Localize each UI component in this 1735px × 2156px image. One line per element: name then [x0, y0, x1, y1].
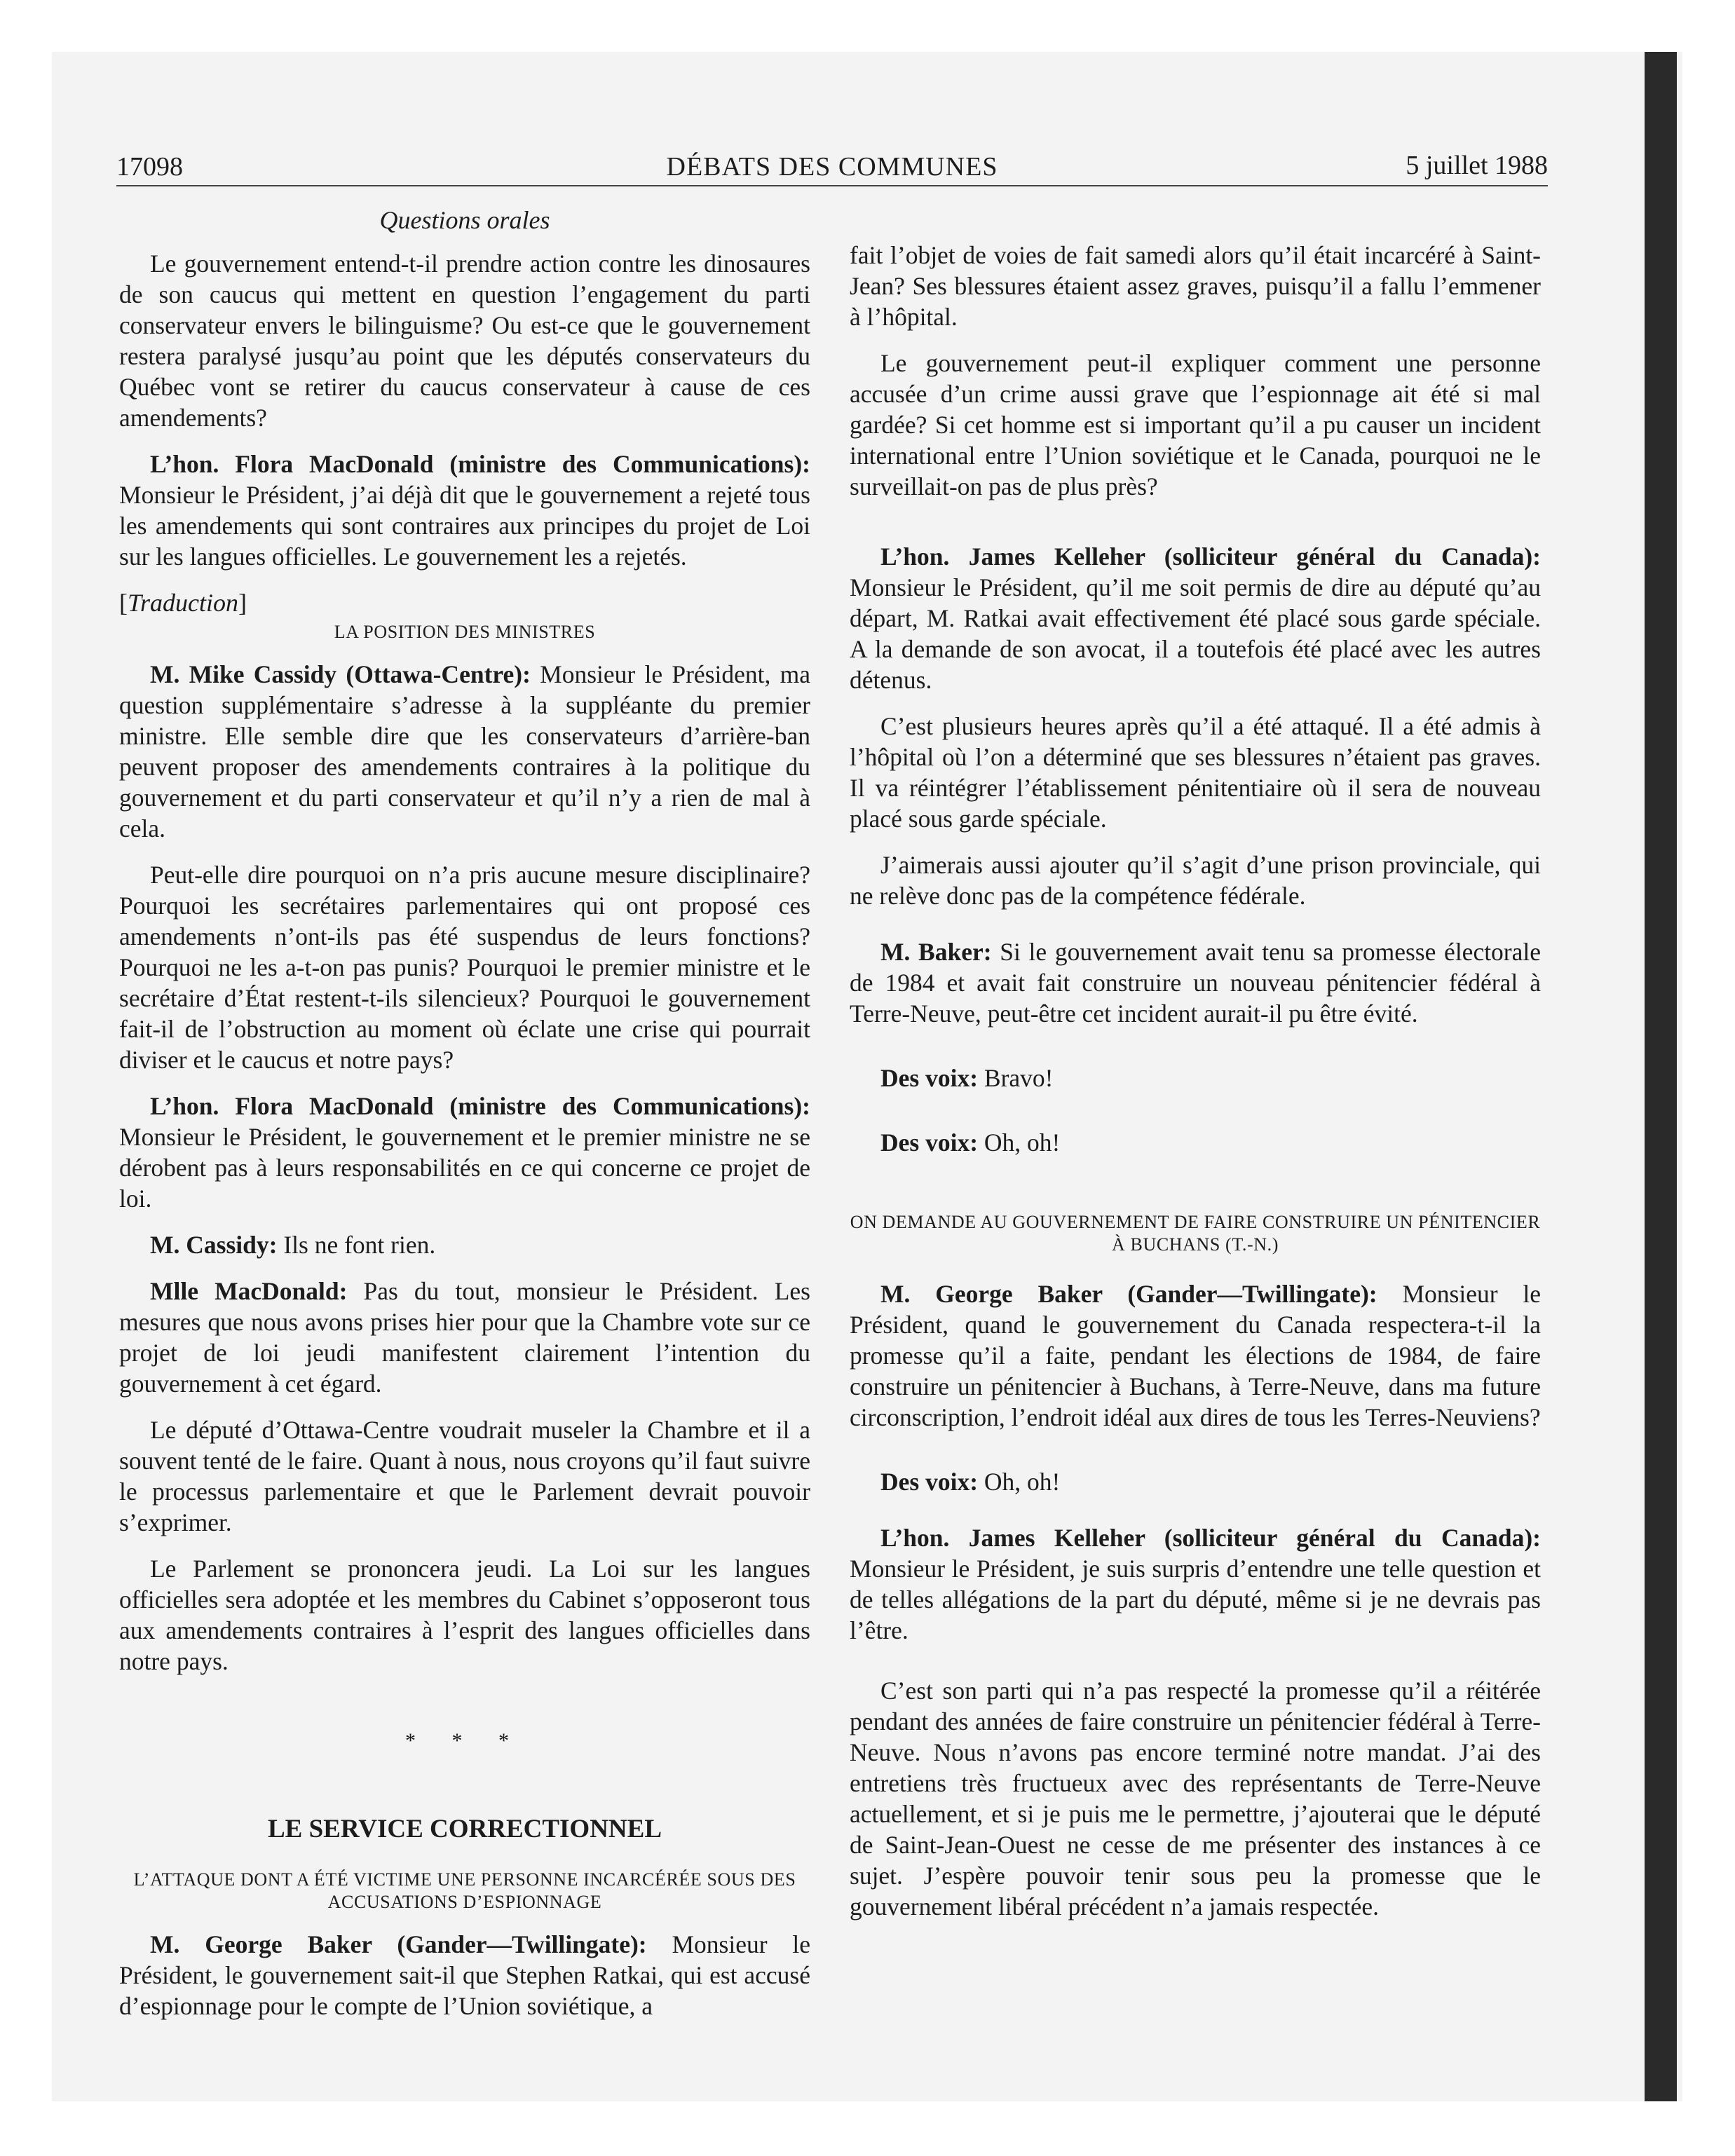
speaker: M. Cassidy:: [150, 1231, 278, 1259]
speech: Pas du tout, monsieur le Président. Les mesures que nous avons prises hier pour que la Chambre vote sur ce projet de loi jeudi manifestent clairement l’intention du gouvernement à cet égard.: [119, 1277, 810, 1398]
paragraph: [850, 541, 1541, 695]
paragraph: [850, 1278, 1541, 1433]
speaker: M. George Baker (Gander—Twillingate):: [150, 1930, 647, 1958]
page-number: 17098: [116, 152, 183, 182]
paragraph: fait l’objet de voies de fait samedi alors qu’il était incarcéré à Saint-Jean? Ses blessures étaient assez graves, puisqu’il a fallu l’emmener à l’hôpital.: [850, 241, 1541, 331]
speaker: Des voix:: [880, 1468, 979, 1496]
speaker: L’hon. Flora MacDonald (ministre des Communications):: [150, 450, 810, 478]
section-separator: * * *: [405, 1729, 524, 1752]
speech: Oh, oh!: [978, 1128, 1061, 1157]
paragraph: [119, 1929, 810, 2021]
paragraph: Le gouvernement entend-t-il prendre action contre les dinosaures de son caucus qui mettent en question l’engagement du parti conservateur envers le bilinguisme? Ou est-ce que le gouvernement restera paralysé jusqu’au point que les députés conservateurs du Québec vont se retirer du caucus conservateur à cause de ces amendements?: [119, 250, 810, 432]
paragraph: J’aimerais aussi ajouter qu’il s’agit d’une prison provinciale, qui ne relève donc pas de la compétence fédérale.: [850, 851, 1541, 910]
paragraph: [850, 1127, 1541, 1158]
subheading: LA POSITION DES MINISTRES: [334, 622, 596, 642]
paragraph: Le gouvernement peut-il expliquer comment une personne accusée d’un crime aussi grave que l’espionnage ait été si mal gardée? Si cet homme est si important qu’il a pu causer un incident international entre l’Union soviétique et le Canada, pourquoi ne le surveillait-on pas de plus près?: [850, 349, 1541, 500]
left-column: [119, 205, 810, 2037]
paragraph: C’est plusieurs heures après qu’il a été attaqué. Il a été admis à l’hôpital où l’on a déterminé que ses blessures n’étaient pas graves. Il va réintégrer l’établissement pénitentiaire où il sera de nouveau placé sous garde spéciale.: [850, 712, 1541, 833]
scan-edge-bar: [1645, 52, 1677, 2101]
paragraph: [850, 1063, 1541, 1093]
speech: Monsieur le Président, quand le gouvernement du Canada respectera-t-il la promesse qu’il a faite, pendant les élections de 1984, de faire construire un pénitencier à Buchans, à Terre-Neuve, dans ma future circonscription, l’endroit idéal aux dires de tous les Terres-Neuviens?: [850, 1280, 1541, 1431]
paragraph: Le Parlement se prononcera jeudi. La Loi sur les langues officielles sera adoptée et les membres du Cabinet s’opposeront tous aux amendements contraires à l’esprit des langues officielles dans notre pays.: [119, 1555, 810, 1675]
speech: Monsieur le Président, ma question supplémentaire s’adresse à la suppléante du premier ministre. Elle semble dire que les conservateurs d’arrière-ban peuvent proposer des amendements contraires à la politique du gouvernement et du parti conservateur et qu’il n’y a rien de mal à cela.: [119, 660, 810, 842]
page-header: [116, 146, 1548, 186]
speaker: L’hon. James Kelleher (solliciteur général du Canada):: [880, 1524, 1541, 1552]
paragraph: [850, 1466, 1541, 1497]
speech: Monsieur le Président, je suis surpris d’entendre une telle question et de telles allégations de la part du député, même si je ne devrais pas l’être.: [850, 1555, 1541, 1644]
speech: Monsieur le Président, le gouvernement sait-il que Stephen Ratkai, qui est accusé d’espionnage pour le compte de l’Union soviétique, a: [119, 1930, 810, 2020]
speech: Monsieur le Président, qu’il me soit permis de dire au député qu’au départ, M. Ratkai avait effectivement été placé sous garde spéciale. A la demande de son avocat, il a toutefois été placé avec les autres détenus.: [850, 573, 1541, 694]
speaker: Mlle MacDonald:: [150, 1277, 348, 1305]
speaker: M. Mike Cassidy (Ottawa-Centre):: [150, 660, 531, 688]
page-date: 5 juillet 1988: [1406, 151, 1548, 180]
running-head: Questions orales: [379, 206, 550, 234]
paragraph: [119, 449, 810, 572]
paragraph: [850, 1522, 1541, 1646]
publication-title: DÉBATS DES COMMUNES: [666, 152, 998, 182]
speaker: M. Baker:: [880, 938, 992, 966]
speaker: L’hon. Flora MacDonald (ministre des Communications):: [150, 1092, 810, 1120]
translation-note: [Traduction]: [119, 589, 247, 617]
subheading: ON DEMANDE AU GOUVERNEMENT DE FAIRE CONSTRUIRE UN PÉNITENCIER À BUCHANS (T.-N.): [850, 1212, 1541, 1255]
speaker: L’hon. James Kelleher (solliciteur général du Canada):: [880, 543, 1541, 571]
speaker: Des voix:: [880, 1064, 979, 1092]
speech: Ils ne font rien.: [277, 1231, 436, 1259]
section-heading: LE SERVICE CORRECTIONNEL: [267, 1815, 662, 1843]
paragraph: Peut-elle dire pourquoi on n’a pris aucune mesure disciplinaire? Pourquoi les secrétaires parlementaires qui ont proposé ces amendements n’ont-ils pas été suspendus de leurs fonctions? Pourquoi ne les a-t-on pas punis? Pourquoi le premier ministre et le secrétaire d’État restent-t-ils silencieux? Pourquoi le gouvernement fait-il de l’obstruction au moment où éclate une crise qui pourrait diviser et le caucus et notre pays?: [119, 861, 810, 1074]
speaker: M. George Baker (Gander—Twillingate):: [880, 1280, 1377, 1308]
paragraph: [119, 659, 810, 844]
speech: Oh, oh!: [978, 1468, 1061, 1496]
paragraph: [119, 1091, 810, 1214]
paragraph: [119, 1276, 810, 1399]
speech: Monsieur le Président, le gouvernement et le premier ministre ne se dérobent pas à leurs responsabilités en ce qui concerne ce projet de loi.: [119, 1123, 810, 1213]
speech: Si le gouvernement avait tenu sa promesse électorale de 1984 et avait fait construire un nouveau pénitencier fédéral à Terre-Neuve, peut-être cet incident aurait-il pu être évité.: [850, 938, 1542, 1028]
speech: Monsieur le Président, j’ai déjà dit que le gouvernement a rejeté tous les amendements qui sont contraires aux principes du projet de Loi sur les langues officielles. Le gouvernement les a rejetés.: [119, 481, 810, 571]
paragraph: [119, 1229, 810, 1260]
subheading: L’ATTAQUE DONT A ÉTÉ VICTIME UNE PERSONNE INCARCÉRÉE SOUS DES ACCUSATIONS D’ESPIONNAGE: [133, 1869, 796, 1912]
paragraph: Le député d’Ottawa-Centre voudrait museler la Chambre et il a souvent tenté de le faire. Quant à nous, nous croyons qu’il faut suivre le processus parlementaire et que le Parlement devrait pouvoir s’exprimer.: [119, 1416, 810, 1536]
speech: Bravo!: [978, 1064, 1054, 1092]
paragraph: C’est son parti qui n’a pas respecté la promesse qu’il a réitérée pendant des années de faire construire un pénitencier fédéral à Terre-Neuve. Nous n’avons pas encore terminé notre mandat. J’ai des entretiens très fructueux avec des représentants de Terre-Neuve actuellement, et si je puis me le permettre, j’ajouterai que le député de Saint-Jean-Ouest ne cesse de me présenter des instances à ce sujet. J’espère pouvoir tenir sous peu la promesse que le gouvernement libéral précédent n’a jamais respectée.: [850, 1677, 1541, 1920]
speaker: Des voix:: [880, 1128, 979, 1157]
paragraph: [850, 936, 1541, 1029]
right-column: [850, 205, 1541, 1937]
